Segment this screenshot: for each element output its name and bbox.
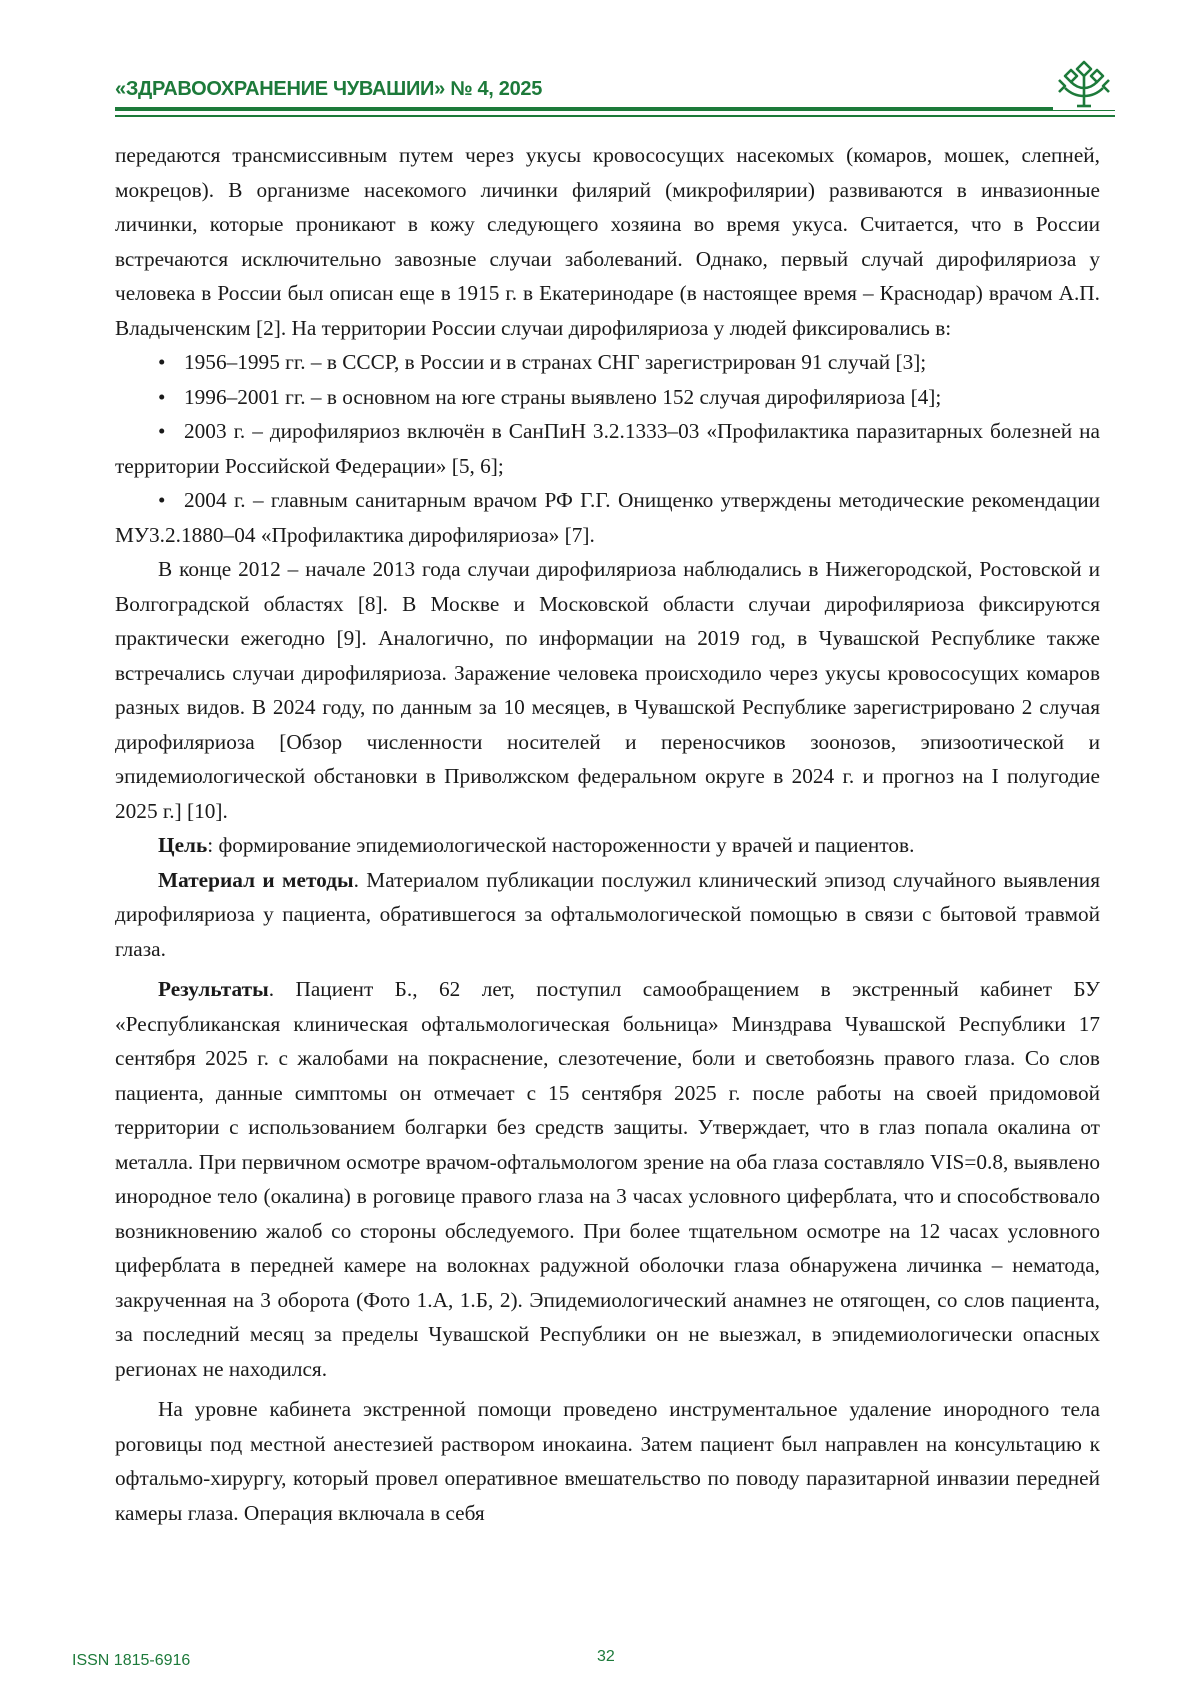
header-rule-thick [115, 107, 1115, 111]
bullet-symbol: • [158, 488, 166, 512]
results-text: . Пациент Б., 62 лет, поступил самообращением в экстренный кабинет БУ «Республиканская клиническая офтальмологическая больница» Минздрава Чувашской Республики 17 сентября 2025 г. с жалобами на покраснение, слезотечение, боли и светобоязнь правого глаза. Со слов пациента, данные симптомы он отмечает с 15 сентября 2025 г. после работы на своей придомовой территории с использованием болгарки без средств защиты. Утверждает, что в глаз попала окалина от металла. При первичном осмотре врачом-офтальмологом зрение на оба глаза составляло VIS=0.8, выявлено инородное тело (окалина) в роговице правого глаза на 3 часах условного циферблата, что и способствовало возникновению жалоб со стороны обследуемого. При более тщательном осмотре на 12 часах условного циферблата в передней камере на волокнах радужной оболочки глаза обнаружена личинка – нематода, закрученная на 3 оборота (Фото 1.А, 1.Б, 2). Эпидемиологический анамнез не отягощен, со слов пациента, за последний месяц за пределы Чувашской Республики он не выезжал, в эпидемиологически опасных регионах не находился. [115, 977, 1100, 1381]
methods-text: . Материалом публикации послужил клинический эпизод случайного выявления дирофиляриоза у пациента, обратившегося за офтальмологической помощью в связи с бытовой травмой глаза. [115, 867, 1100, 961]
list-item-text: 2004 г. – главным санитарным врачом РФ Г.Г. Онищенко утверждены методические рекомендации МУ3.2.1880–04 «Профилактика дирофиляриоза» [7]. [115, 488, 1100, 547]
paragraph-epidemiology: В конце 2012 – начале 2013 года случаи дирофиляриоза наблюдались в Нижегородской, Ростовской и Волгоградской областях [8]. В Москве и Московской области случаи дирофиляриоза фиксируются практически ежегодно [9]. Аналогично, по информации на 2019 год, в Чувашской Республике также встречались случаи дирофиляриоза. Заражение человека происходило через укусы кровососущих комаров разных видов. В 2024 году, по данным за 10 месяцев, в Чувашской Республике зарегистрировано 2 случая дирофиляриоза [Обзор численности носителей и переносчиков зоонозов, эпизоотической и эпидемиологической обстановки в Приволжском федеральном округе в 2024 г. и прогноз на I полугодие 2025 г.] [10]. [115, 557, 1100, 823]
paragraph-treatment: На уровне кабинета экстренной помощи проведено инструментальное удаление инородного тела роговицы под местной анестезией раствором инокаина. Затем пациент был направлен на консультацию к офтальмо-хирургу, который провел оперативное вмешательство по поводу паразитарной инвазии передней камеры глаза. Операция включала в себя [115, 1397, 1100, 1525]
aim-text: : формирование эпидемиологической настороженности у врачей и пациентов. [207, 833, 915, 857]
list-item [115, 414, 1100, 483]
list-item [115, 380, 1100, 415]
list-item [115, 483, 1100, 552]
methods-label: Материал и методы [158, 867, 354, 892]
list-item-text: 1956–1995 гг. – в СССР, в России и в странах СНГ зарегистрирован 91 случай [3]; [184, 350, 927, 374]
page-header [115, 70, 1115, 120]
paragraph-results [115, 972, 1100, 1386]
paragraph-intro: передаются трансмиссивным путем через укусы кровососущих насекомых (комаров, мошек, слепней, мокрецов). В организме насекомого личинки филярий (микрофилярии) развиваются в инвазионные личинки, которые проникают в кожу следующего хозяина во время укуса. Считается, что в России встречаются исключительно завозные случаи заболеваний. Однако, первый случай дирофиляриоза у человека в России был описан еще в 1915 г. в Екатеринодаре (в настоящее время – Краснодар) врачом А.П. Владыченским [2]. На территории России случаи дирофиляриоза у людей фиксировались в: [115, 143, 1100, 340]
aim-label: Цель [158, 833, 208, 857]
bullet-symbol: • [158, 384, 166, 409]
footer-issn: ISSN 1815-6916 [72, 1652, 191, 1669]
page-number: 32 [597, 1648, 615, 1665]
article-body [115, 138, 1100, 1530]
bullet-symbol: • [158, 350, 166, 374]
bullet-symbol: • [158, 419, 166, 443]
list-item [115, 345, 1100, 380]
chuvash-tree-logo-icon [1053, 58, 1115, 110]
paragraph-methods [115, 863, 1100, 967]
journal-title: «ЗДРАВООХРАНЕНИЕ ЧУВАШИИ» № 4, 2025 [115, 78, 543, 100]
paragraph-aim [115, 828, 1100, 863]
results-label: Результаты [158, 977, 269, 1001]
list-item-text: 2003 г. – дирофиляриоз включён в СанПиН 3.2.1333–03 «Профилактика паразитарных болезней на территории Российской Федерации» [5, 6]; [115, 419, 1100, 478]
list-item-text: 1996–2001 гг. – в основном на юге страны выявлено 152 случая дирофиляриоза [4]; [184, 384, 942, 409]
header-rule-thin [115, 115, 1115, 117]
